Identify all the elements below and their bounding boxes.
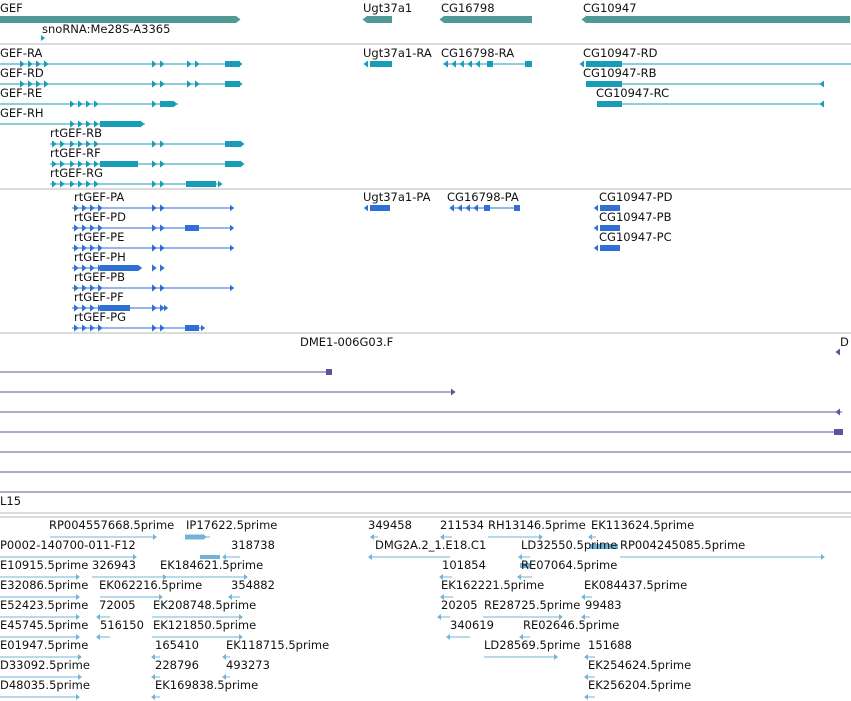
est-label: E45745.5prime [0,618,89,632]
strand-arrow [240,141,245,148]
strand-arrow [554,654,558,660]
est-label: 211534 [440,518,484,532]
protein-label: rtGEF-PB [74,270,126,284]
exon-chevron [195,60,200,67]
transcript-label: rtGEF-RB [50,126,103,140]
transcript-label: GEF-RD [0,66,44,80]
strand-arrow [151,694,155,700]
strand-arrow [230,225,234,231]
exon-chevron [152,140,157,147]
strand-arrow [437,614,441,620]
transcript-label: CG10947-RD [583,46,658,60]
est-label: 340619 [450,618,494,632]
est-label: RP004245085.5prime [620,538,746,552]
exon-chevron [90,324,95,331]
protein-label: rtGEF-PG [74,310,127,324]
est-label: EK256204.5prime [588,678,692,692]
exon-chevron [52,180,57,187]
cdna-label: DME1-006G03.F [300,335,394,349]
strand-arrow [76,694,80,700]
gene-arrow [362,16,367,23]
strand-arrow [201,325,205,331]
exon-chevron [160,180,165,187]
exon-chevron [160,284,165,291]
est-label: EK118715.5prime [226,638,330,652]
strand-arrow [594,245,598,251]
exon-chevron [82,324,87,331]
transcript-label: rtGEF-RG [50,166,104,180]
est-label: D33092.5prime [0,658,90,672]
strand-arrow [218,181,223,188]
est-label: 228796 [155,658,199,672]
exon-chevron [160,80,165,87]
est-label: 151688 [588,638,632,652]
cdna-label: D [840,335,849,349]
strand-arrow [230,285,234,291]
est-label: EK062216.5prime [99,578,203,592]
strand-arrow [821,554,825,560]
exon-chevron [94,100,99,107]
est-label: 101854 [442,558,486,572]
protein-label: rtGEF-PD [74,210,126,224]
transcript-label: GEF-RE [0,86,43,100]
strand-arrow [238,61,243,68]
exon-chevron [467,60,472,67]
exon-chevron [86,100,91,107]
protein-label: Ugt37a1-PA [363,190,431,204]
protein-label: CG10947-PB [599,210,672,224]
strand-arrow [835,409,840,416]
strand-arrow [96,634,100,640]
protein-track [72,204,620,331]
strand-arrow [819,81,824,88]
exon-chevron [160,160,165,167]
strand-arrow [240,161,245,168]
strand-arrow [584,694,588,700]
exon-chevron [152,304,157,311]
est-label: 20205 [441,598,478,612]
exon-block [484,205,490,211]
est-label: 516150 [100,618,144,632]
est-label: 165410 [155,638,199,652]
exon-chevron [152,324,157,331]
est-label: RE28725.5prime [484,598,581,612]
strand-arrow [164,305,168,311]
exon-chevron [187,60,192,67]
exon-block [370,61,392,67]
gene-arrow [581,16,586,23]
strand-arrow [238,81,243,88]
gene-label: snoRNA:Me28S-A3365 [42,22,171,36]
cdna-block [834,429,843,435]
strand-arrow [153,534,157,540]
exon-chevron [60,180,65,187]
exon-chevron [94,180,99,187]
exon-block [161,101,173,107]
exon-chevron [152,80,157,87]
exon-block [600,245,620,251]
exon-chevron [457,204,462,211]
est-label: EK169838.5prime [155,678,259,692]
est-label: LD28569.5prime [484,638,581,652]
exon-chevron [160,224,165,231]
est-label: 354882 [231,578,275,592]
exon-chevron [152,204,157,211]
exon-chevron [78,180,83,187]
strand-arrow [594,205,598,211]
cdna-block [326,369,332,375]
gene-arrow [439,16,444,23]
est-label: RP004557668.5prime [49,518,175,532]
strand-arrow [364,205,368,211]
protein-label: rtGEF-PH [74,250,126,264]
est-label: IP17622.5prime [186,518,278,532]
est-label: RE02646.5prime [523,618,620,632]
exon-chevron [475,60,480,67]
exon-block [185,225,199,231]
protein-label: CG16798-PA [447,190,519,204]
gene-bar [586,16,850,23]
strand-arrow [230,205,234,211]
strand-arrow [140,121,145,128]
strand-arrow [370,534,374,540]
est-label: 72005 [99,598,136,612]
est-label: EK184621.5prime [160,558,264,572]
protein-label: CG10947-PC [599,230,672,244]
exon-chevron [465,204,470,211]
est-label: 349458 [368,518,412,532]
transcript-label: Ugt37a1-RA [363,46,432,60]
est-label: E52423.5prime [0,598,89,612]
strand-arrow [819,101,824,108]
exon-chevron [70,180,75,187]
exon-chevron [160,264,165,271]
est-label: 493273 [226,658,270,672]
est-label: 99483 [585,598,622,612]
transcript-label: CG10947-RB [583,66,657,80]
exon-chevron [451,60,456,67]
strand-arrow [230,245,234,251]
exon-chevron [44,60,49,67]
est-label: DMG2A.2_1.E18.C1 [375,538,487,552]
transcript-label: GEF-RH [0,106,44,120]
strand-arrow [368,554,372,560]
exon-chevron [459,60,464,67]
transcript-label: rtGEF-RF [50,146,101,160]
exon-block [225,141,240,147]
est-label: 318738 [231,538,275,552]
protein-label: rtGEF-PF [74,290,124,304]
exon-block [525,61,532,67]
est-label: LD32550.5prime [521,538,618,552]
strand-arrow [446,634,450,640]
exon-chevron [473,204,478,211]
exon-block [370,205,390,211]
est-label: EK121850.5prime [153,618,257,632]
gene-label: CG10947 [583,1,637,15]
est-label: E32086.5prime [0,578,89,592]
transcript-label: CG10947-RC [596,86,670,100]
exon-chevron [152,100,157,107]
est-label: 326943 [92,558,136,572]
exon-chevron [187,80,192,87]
strand-arrow [451,389,456,396]
gene-arrow [236,16,241,23]
exon-chevron [44,80,49,87]
exon-chevron [160,324,165,331]
transcript-label: CG16798-RA [441,46,515,60]
exon-chevron [152,160,157,167]
est-label: D48035.5prime [0,678,90,692]
gene-bar [444,16,532,23]
strand-arrow [203,534,207,540]
gene-bar [367,16,392,23]
strand-arrow [138,265,142,271]
protein-label: rtGEF-PA [74,190,125,204]
exon-block [514,205,520,211]
exon-chevron [160,244,165,251]
transcript-label: GEF-RA [0,46,43,60]
transcript-track [0,60,851,187]
exon-chevron [152,284,157,291]
exon-chevron [152,244,157,251]
est-label: E10915.5prime [0,558,89,572]
est-label: EK084437.5prime [584,578,688,592]
exon-chevron [86,180,91,187]
exon-chevron [160,304,165,311]
exon-block [100,121,140,127]
protein-label: rtGEF-PE [74,230,125,244]
est-block [185,535,203,540]
est-label: EK254624.5prime [588,658,692,672]
exon-block [225,161,240,167]
est-label: EK208748.5prime [153,598,257,612]
exon-block [225,61,240,67]
strand-arrow [594,225,598,231]
exon-chevron [152,224,157,231]
gene-label: GEF [0,1,23,15]
exon-chevron [160,140,165,147]
exon-block [186,181,216,187]
exon-block [100,161,138,167]
exon-chevron [160,204,165,211]
exon-chevron [160,60,165,67]
track-dividers [0,44,851,517]
exon-chevron [152,180,157,187]
cdna-track [0,349,851,493]
est-label: E01947.5prime [0,638,89,652]
exon-block [225,81,240,87]
est-label: EK113624.5prime [591,518,695,532]
cdna-label: L15 [0,494,22,508]
est-label: RE07064.5prime [521,558,618,572]
exon-chevron [70,100,75,107]
exon-chevron [74,324,79,331]
protein-label: CG10947-PD [599,190,673,204]
exon-block [487,61,493,67]
strand-arrow [173,101,178,108]
exon-chevron [152,264,157,271]
exon-chevron [152,60,157,67]
exon-chevron [78,100,83,107]
gene-label: Ugt37a1 [363,1,413,15]
gene-label: CG16798 [441,1,495,15]
est-label: RH13146.5prime [488,518,586,532]
exon-block [185,325,199,331]
exon-chevron [443,60,448,67]
est-label: P0002-140700-011-F12 [0,538,136,552]
strand-arrow [835,349,840,356]
est-label: EK162221.5prime [441,578,545,592]
exon-chevron [195,80,200,87]
exon-chevron [449,204,454,211]
exon-chevron [98,324,103,331]
strand-arrow [363,61,368,68]
feature-labels [0,1,849,692]
